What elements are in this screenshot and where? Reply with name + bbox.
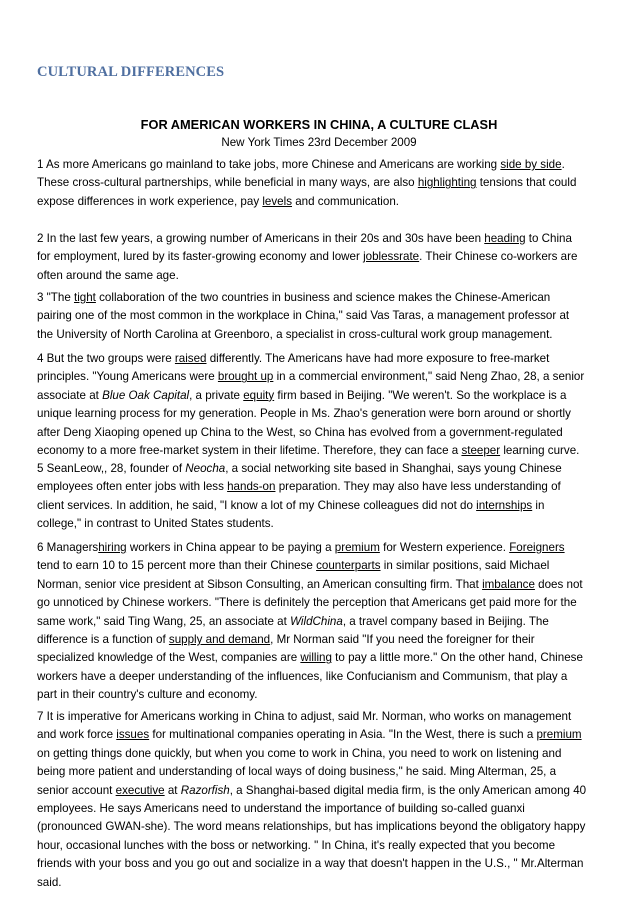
paragraph-5 (37, 460, 607, 534)
vocabulary-term: imbalance (482, 577, 535, 591)
article-source: New York Times 23rd December 2009 (221, 136, 417, 149)
company-name: Razorfish (180, 783, 230, 797)
text-run: on getting things done quickly, but when you come to work in China, you need to work on listening and (37, 746, 562, 760)
paragraph-6 (37, 539, 607, 705)
text-line (37, 267, 607, 285)
text-run: said. (37, 875, 62, 889)
text-run: learning curve. (500, 443, 580, 457)
text-line (37, 782, 607, 800)
text-run: does not (534, 577, 583, 591)
text-run: same work," said Ting Wang, 25, an associate at (37, 614, 291, 628)
text-run: Norman, senior vice president at Sibson Consulting, an American consulting firm. That (37, 577, 483, 591)
vocabulary-term: tight (73, 291, 96, 304)
paragraph-2 (37, 230, 607, 285)
company-name: Neocha (185, 462, 226, 475)
vocabulary-term: supply and demand (168, 632, 271, 646)
text-run: hour, occasional lunches with the boss or networking. " In China, it's really expected that you become (37, 838, 556, 852)
text-line (37, 248, 607, 266)
text-line (37, 193, 607, 211)
text-line (37, 686, 607, 704)
text-run: the University of North Carolina at Greenboro, a specialist in cross-cultural work group management. (37, 327, 553, 341)
text-run: employees. He says Americans need to understand the importance of building so-called guanxi (37, 801, 525, 815)
text-run: go unnoticed by Chinese workers. "There is definitely the perception that Americans get paid more for the (37, 596, 577, 610)
text-line (37, 405, 607, 423)
text-line (37, 460, 607, 478)
text-line (37, 708, 607, 726)
vocabulary-term: executive (115, 783, 165, 797)
vocabulary-term: counterparts (316, 559, 381, 573)
text-line (37, 800, 607, 818)
paragraph-4 (37, 350, 607, 460)
text-line (37, 326, 607, 344)
vocabulary-term: side by side (500, 158, 562, 171)
text-run: employees often enter jobs with less (37, 480, 228, 494)
text-run: to China (525, 232, 572, 245)
text-line (37, 442, 607, 460)
text-run: tend to earn 10 to 15 percent more than their Chinese (37, 559, 317, 573)
text-line (37, 613, 607, 631)
text-run: associate at (37, 388, 103, 402)
text-line (37, 368, 607, 386)
text-run: and communication. (292, 194, 399, 208)
text-run: 1 As more Americans go mainland to take jobs, more Chinese and Americans are working (37, 158, 501, 171)
text-line (37, 763, 607, 781)
vocabulary-term: raised (174, 352, 207, 365)
text-run: in (532, 498, 545, 512)
text-line (37, 818, 607, 836)
text-run: for multinational companies operating in Asia. "In the West, there is such a (149, 728, 537, 742)
text-run: 4 But the two groups were (37, 352, 175, 365)
vocabulary-term: premium (536, 728, 582, 742)
vocabulary-term: premium (334, 541, 380, 554)
text-run: 7 It is imperative for Americans working in China to adjust, said Mr. Norman, who works on management (37, 710, 572, 723)
text-line (37, 539, 607, 557)
paragraph-3 (37, 289, 607, 344)
vocabulary-term: levels (262, 194, 293, 208)
text-run: , a private (189, 388, 244, 402)
text-line (37, 387, 607, 405)
text-line (37, 594, 607, 612)
text-line (37, 855, 607, 873)
text-run: at (164, 783, 181, 797)
vocabulary-term: brought up (217, 370, 274, 384)
text-run: workers have a deeper understanding of the influences, like Confucianism and Communism, that play a (37, 669, 568, 683)
text-run: , a Shanghai-based digital media firm, is the only American among 40 (229, 783, 587, 797)
text-line (37, 497, 607, 515)
vocabulary-term: internships (476, 498, 533, 512)
text-line (37, 631, 607, 649)
text-line (37, 649, 607, 667)
text-run: and work force (37, 728, 117, 742)
text-line (37, 874, 607, 892)
text-run: tensions that could (476, 176, 577, 190)
text-run: friends with your boss and you go out and socialize in a way that doesn't happen in the U.S., " Mr.Alterman (37, 857, 584, 871)
text-run: 5 SeanLeow,, 28, founder of (37, 462, 186, 475)
text-run: specialized knowledge of the West, companies are (37, 651, 301, 665)
text-run: differently. The Americans have had more exposure to free-market (206, 352, 550, 365)
text-run: unique learning process for my generation. People in Ms. Zhao's generation were born around or shortly (37, 407, 571, 421)
text-run: 6 Managers (37, 541, 99, 554)
text-line (37, 156, 607, 174)
company-name: Blue Oak Capital (102, 388, 190, 402)
section-heading: CULTURAL DIFFERENCES (37, 64, 225, 80)
text-run: workers in China appear to be paying a (126, 541, 335, 554)
text-line (37, 424, 607, 442)
text-line (37, 726, 607, 744)
text-run: principles. "Young Americans were (37, 370, 218, 384)
text-run: 3 "The (37, 291, 74, 304)
text-line (37, 837, 607, 855)
text-run: in a commercial environment," said Neng Zhao, 28, a senior (273, 370, 585, 384)
vocabulary-term: willing (300, 651, 332, 665)
text-run: part in their country's culture and economy. (37, 688, 258, 702)
text-run: senior account (37, 783, 116, 797)
vocabulary-term: hands-on (227, 480, 276, 494)
text-run: expose differences in work experience, pay (37, 194, 263, 208)
text-run: for employment, lured by its faster-growing economy and lower (37, 250, 364, 264)
vocabulary-term: highlighting (417, 176, 477, 190)
text-line (37, 350, 607, 368)
text-line (37, 557, 607, 575)
text-run: in similar positions, said Michael (380, 559, 550, 573)
text-run: client services. In addition, he said, "I know a lot of my Chinese colleagues did not do (37, 498, 477, 512)
vocabulary-term: steeper (461, 443, 501, 457)
text-run: difference is a function of (37, 632, 169, 646)
text-run: preparation. They may also have less understanding of (275, 480, 561, 494)
text-run: for Western experience. (379, 541, 510, 554)
text-run: economy to a more free-market system in their lifetime. Therefore, they can face a (37, 443, 462, 457)
paragraph-1 (37, 156, 607, 211)
text-run: . Their Chinese co-workers are (419, 250, 578, 264)
text-run: , a social networking site based in Shanghai, says young Chinese (225, 462, 562, 475)
vocabulary-term: joblessrate (363, 250, 420, 264)
text-run: often around the same age. (37, 268, 179, 282)
text-run: , a travel company based in Beijing. The (342, 614, 549, 628)
text-run: collaboration of the two countries in business and science makes the Chinese-American (95, 291, 551, 304)
text-line (37, 576, 607, 594)
text-run: to pay a little more." On the other hand, Chinese (331, 651, 583, 665)
text-run: (pronounced GWAN-she). The word means relationships, but has implications beyond the obligatory happy (37, 820, 586, 834)
text-run: . (561, 158, 565, 171)
text-line (37, 668, 607, 686)
text-line (37, 174, 607, 192)
article-title: FOR AMERICAN WORKERS IN CHINA, A CULTURE CLASH (140, 117, 498, 132)
vocabulary-term: heading (484, 232, 526, 245)
text-run: firm based in Beijing. "We weren't. So the workplace is a (274, 388, 567, 402)
text-line (37, 745, 607, 763)
text-line (37, 289, 607, 307)
text-run: college," in contrast to United States students. (37, 517, 274, 531)
text-line (37, 478, 607, 496)
text-run: being more patient and understanding of local ways of doing business," he said. Ming Alterman, 25, a (37, 765, 557, 779)
vocabulary-term: hiring (98, 541, 127, 554)
text-run: after Deng Xiaoping opened up China to the West, so China has evolved from a government-regulated (37, 425, 563, 439)
paragraph-7 (37, 708, 607, 892)
text-line (37, 515, 607, 533)
text-line (37, 307, 607, 325)
text-run: pairing one of the most common in the workplace in China," said Vas Taras, a management professor at (37, 309, 570, 323)
company-name: WildChina (290, 614, 343, 628)
vocabulary-term: issues (116, 728, 150, 742)
vocabulary-term: Foreigners (509, 541, 565, 554)
text-run: , Mr Norman said "If you need the foreigner for their (270, 632, 535, 646)
text-line (37, 230, 607, 248)
text-run: These cross-cultural partnerships, while beneficial in many ways, are also (37, 176, 418, 190)
vocabulary-term: equity (243, 388, 275, 402)
text-run: 2 In the last few years, a growing number of Americans in their 20s and 30s have been (37, 232, 485, 245)
